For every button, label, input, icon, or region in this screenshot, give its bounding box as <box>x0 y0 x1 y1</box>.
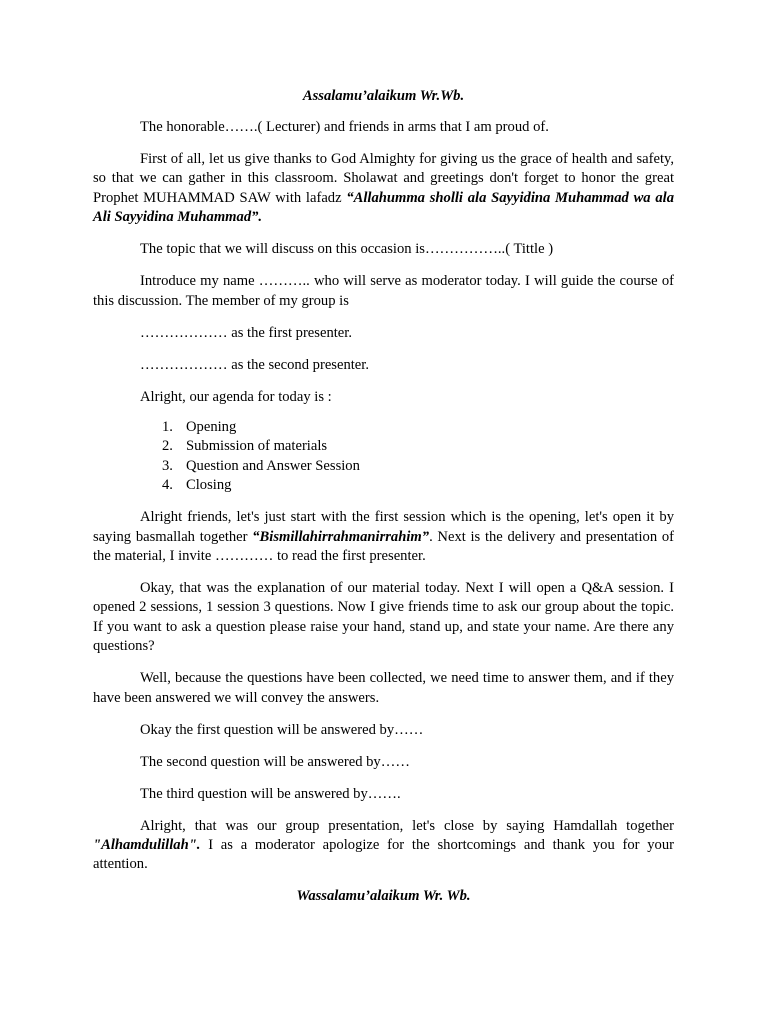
document-body <box>93 87 674 907</box>
paragraph-first-answer: Okay the first question will be answered by…… <box>140 721 424 738</box>
paragraph-closing-text-a: Alright, that was our group presentation, let's close by saying Hamdallah together <box>140 817 674 834</box>
list-item-label: Opening <box>186 418 237 435</box>
paragraph-topic: The topic that we will discuss on this occasion is……………..( Tittle ) <box>140 241 554 258</box>
paragraph-answers: Well, because the questions have been collected, we need time to answer them, and if they have been answered we will convey the answers. <box>93 670 674 706</box>
paragraph-opening-session-text-a: Alright friends, let's just start with the first session which is the opening, let's open it by saying basmallah together <box>93 509 674 545</box>
paragraph-closing <box>93 817 674 875</box>
paragraph-thanks <box>93 150 674 228</box>
closing-greeting: Wassalamu’alaikum Wr. Wb. <box>296 888 471 905</box>
paragraph-honorable: The honorable…….( Lecturer) and friends in arms that I am proud of. <box>140 118 549 135</box>
paragraph-thanks-text: First of all, let us give thanks to God Almighty for giving us the grace of health and safety, so that we can gather in this classroom. Sholawat and greetings don't forget to honor the great Prophet MUHAMMAD SAW with lafadz <box>93 150 674 206</box>
list-item <box>93 437 674 456</box>
paragraph-introduce: Introduce my name ……….. who will serve as moderator today. I will guide the course of this discussion. The member of my group is <box>93 273 674 309</box>
agenda-list <box>93 418 674 496</box>
list-item <box>93 457 674 476</box>
paragraph-first-presenter: ……………… as the first presenter. <box>140 324 352 341</box>
paragraph-opening-session-basmallah: “Bismillahirrahmanirrahim” <box>252 528 430 545</box>
paragraph-closing-hamdallah: "Alhamdulillah". <box>93 837 201 853</box>
paragraph-second-answer: The second question will be answered by…… <box>140 753 410 770</box>
list-item <box>93 418 674 437</box>
list-item-label: Closing <box>186 477 232 494</box>
list-item-number: 1. <box>162 418 173 435</box>
list-item-label: Submission of materials <box>186 438 328 455</box>
paragraph-closing-text-b: I as a moderator apologize for the shortcomings and thank you for your attention. <box>93 837 674 873</box>
paragraph-opening-session-text-b: . Next is the delivery and presentation of the material, I invite ………… to read the first presenter. <box>93 528 675 564</box>
list-item-number: 4. <box>162 477 173 494</box>
list-item <box>93 476 674 495</box>
opening-greeting: Assalamu’alaikum Wr.Wb. <box>302 88 465 104</box>
paragraph-qa-session: Okay, that was the explanation of our material today. Next I will open a Q&A session. I opened 2 sessions, 1 session 3 questions. Now I give friends time to ask our group about the topic. If you want to ask a question please raise your hand, stand up, and state your name. Are there any questions? <box>93 579 674 655</box>
list-item-number: 2. <box>162 438 173 455</box>
paragraph-thanks-lafadz: “Allahumma sholli ala Sayyidina Muhammad wa ala Ali Sayyidina Muhammad”. <box>93 189 674 226</box>
paragraph-agenda-intro: Alright, our agenda for today is : <box>140 388 332 405</box>
paragraph-third-answer: The third question will be answered by……. <box>140 785 401 802</box>
list-item-label: Question and Answer Session <box>186 457 360 474</box>
paragraph-opening-session <box>93 508 674 566</box>
paragraph-second-presenter: ……………… as the second presenter. <box>140 356 369 373</box>
list-item-number: 3. <box>162 457 173 474</box>
